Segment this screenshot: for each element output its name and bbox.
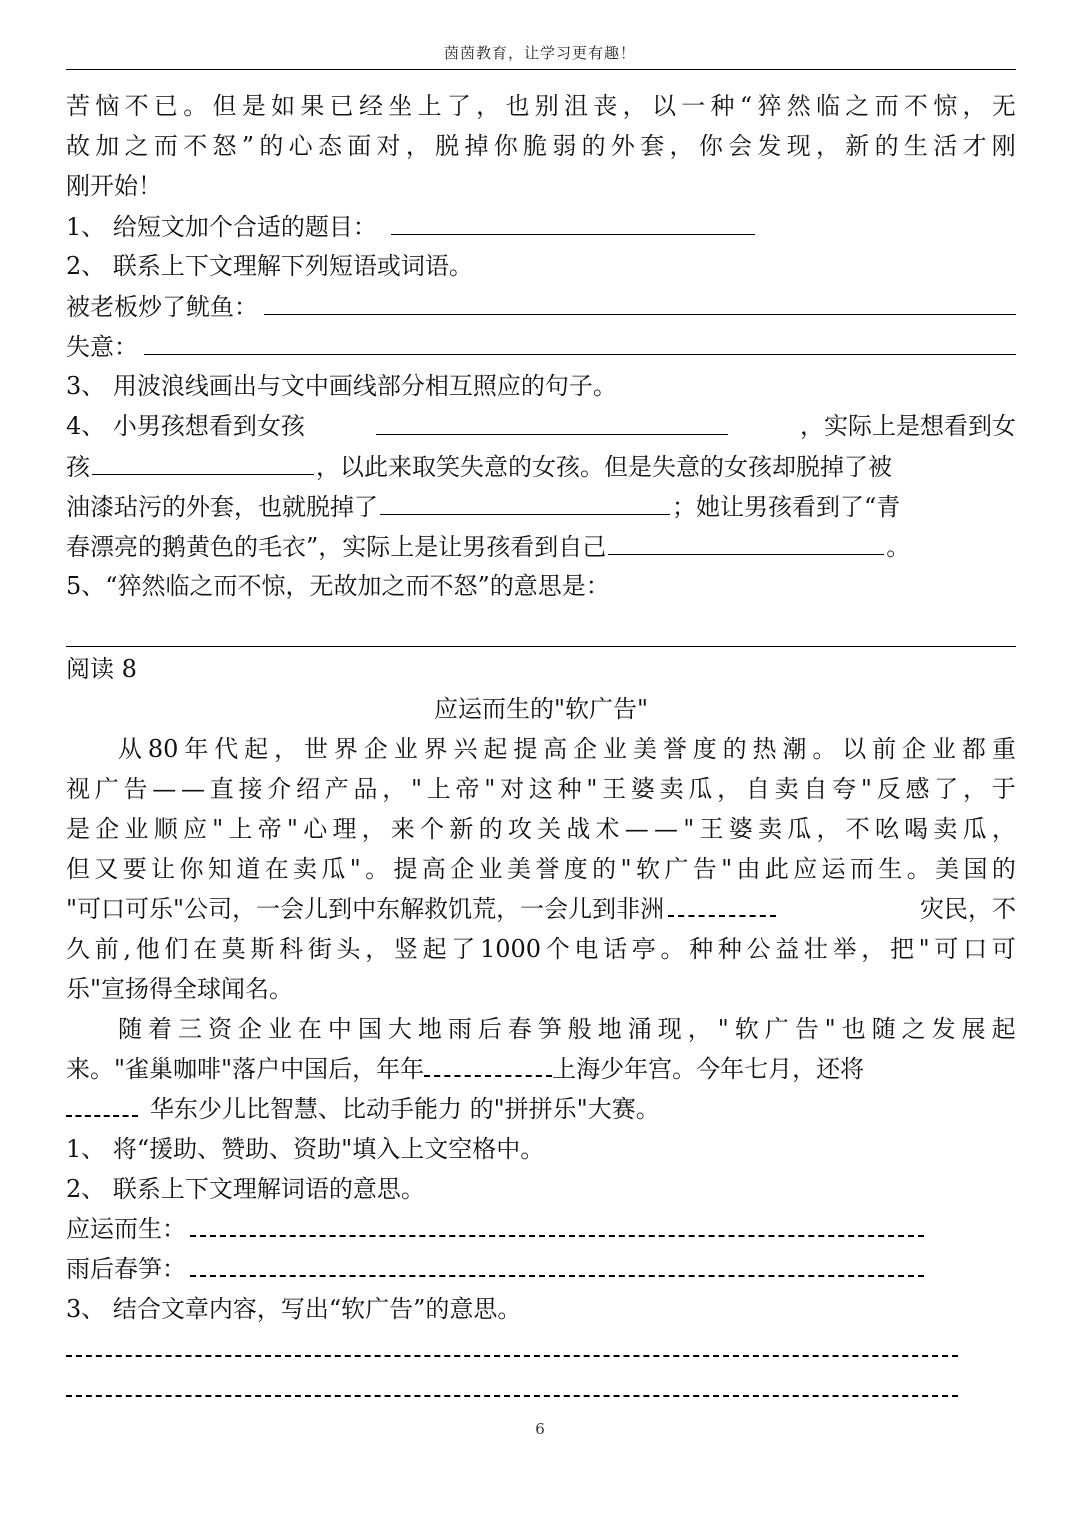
- answer-dash-line[interactable]: [66, 1329, 958, 1357]
- article-line: 从 80 年 代 起 ， 世 界 企 业 界 兴 起 提 高 企 业 美 誉 度 的 热 潮 。 以 前 企 业 都 重: [118, 735, 1016, 763]
- question-2-item: [66, 1209, 1016, 1249]
- reading-label: 阅读 8: [66, 655, 137, 683]
- question-4-text: 春漂亮的鹅黄色的毛衣”，实际上是让男孩看到自己: [66, 533, 607, 561]
- question-4-text: ；她让男孩看到了“青: [672, 493, 901, 521]
- question-2: 2、 联系上下文理解下列短语或词语。: [66, 252, 473, 280]
- article-line: [66, 889, 1016, 929]
- article-text: "可口可乐"公司，一会儿到中东解救饥荒，一会儿到非洲: [66, 895, 665, 923]
- question-2-term: 失意：: [66, 333, 138, 361]
- term-answer-blank[interactable]: [144, 326, 1016, 355]
- question-5-answer-area[interactable]: [66, 606, 1016, 646]
- passage-line: 刚开始！: [66, 172, 162, 200]
- question-4-text: 孩: [66, 453, 90, 481]
- question-5-answer-line: [66, 646, 1016, 647]
- article-text: 上海少年宫。今年七月，还将: [552, 1055, 865, 1083]
- q4-answer-blank[interactable]: [608, 526, 884, 555]
- question-2-term: 被老板炒了鱿鱼：: [66, 293, 258, 321]
- fill-in-blank-3[interactable]: [66, 1089, 138, 1117]
- header-divider: [66, 69, 1016, 70]
- article-line: 是 企 业 顺 应 " 上 帝 " 心 理 ， 来 个 新 的 攻 关 战 术 — — " 王 婆 卖 瓜 ， 不 吆 喝 卖 瓜 ，: [66, 815, 1016, 843]
- answer-line[interactable]: [66, 1329, 1016, 1369]
- page-header: 茵茵教育，让学习更有趣！: [443, 44, 636, 62]
- question-4-line: [66, 446, 1016, 486]
- q4-answer-blank[interactable]: [380, 486, 670, 515]
- question-5: 5、“猝然临之而不惊，无故加之而不怒”的意思是：: [66, 572, 610, 600]
- fill-in-blank-1[interactable]: [668, 889, 776, 917]
- q4-answer-blank[interactable]: [92, 446, 314, 475]
- term-answer-blank[interactable]: [190, 1209, 924, 1237]
- question-2-term: 应运而生：: [66, 1215, 186, 1243]
- question-4-line: [66, 526, 1016, 566]
- article-text: 灾民，不: [920, 895, 1016, 923]
- question-2-item: [66, 1249, 1016, 1289]
- question-1: 1、 将“援助、赞助、资助"填入上文空格中。: [66, 1135, 545, 1163]
- term-answer-blank[interactable]: [190, 1249, 924, 1277]
- passage-line: 故 加 之 而 不 怒 ” 的 心 态 面 对 ， 脱 掉 你 脆 弱 的 外 套 ， 你 会 发 现 ， 新 的 生 活 才 刚: [66, 132, 1016, 160]
- article-line: 视 广 告 — — 直 接 介 绍 产 品 ， " 上 帝 " 对 这 种 " 王 婆 卖 瓜 ， 自 卖 自 夸 " 反 感 了 ， 于: [66, 775, 1016, 803]
- page-number: 6: [535, 1420, 545, 1438]
- article-text: 来。"雀巢咖啡"落户中国后，年年: [66, 1055, 425, 1083]
- question-3: 3、 结合文章内容，写出“软广告”的意思。: [66, 1295, 522, 1323]
- article-text: 华东少儿比智慧、比动手能力 的"拼拼乐"大赛。: [150, 1095, 660, 1123]
- question-4-text: ，实际上是想看到女: [800, 412, 1016, 440]
- question-2-term: 雨后春笋：: [66, 1255, 186, 1283]
- title-answer-blank[interactable]: [391, 206, 755, 235]
- article-line: 乐"宣扬得全球闻名。: [66, 975, 294, 1003]
- fill-in-blank-2[interactable]: [424, 1049, 552, 1077]
- q4-answer-blank[interactable]: [376, 406, 728, 435]
- question-2: 2、 联系上下文理解词语的意思。: [66, 1175, 425, 1203]
- question-1: [66, 206, 1016, 246]
- article-line: 久 前 , 他 们 在 莫 斯 科 街 头 ， 竖 起 了 1000 个 电 话 亭 。 种 种 公 益 壮 举 ， 把 " 可 口 可: [66, 935, 1016, 963]
- article-title: 应运而生的"软广告": [433, 695, 649, 723]
- question-4-text: ，以此来取笑失意的女孩。但是失意的女孩却脱掉了被: [316, 453, 892, 481]
- answer-dash-line[interactable]: [66, 1369, 958, 1397]
- question-2-item: [66, 286, 1016, 326]
- article-line: [66, 1049, 1016, 1089]
- answer-line[interactable]: [66, 1369, 1016, 1409]
- article-line: 但 又 要 让 你 知 道 在 卖 瓜 " 。 提 高 企 业 美 誉 度 的 " 软 广 告 " 由 此 应 运 而 生 。 美 国 的: [66, 855, 1016, 883]
- question-4-line: [66, 406, 1016, 446]
- question-2-item: [66, 326, 1016, 366]
- page-content: [66, 86, 1016, 1409]
- passage-line: 苦 恼 不 已 。 但 是 如 果 已 经 坐 上 了 ， 也 别 沮 丧 ， 以 一 种 “ 猝 然 临 之 而 不 惊 ， 无: [66, 92, 1016, 120]
- question-1-text: 1、 给短文加个合适的题目：: [66, 213, 377, 241]
- question-4-line: [66, 486, 1016, 526]
- article-line: [66, 1089, 1016, 1129]
- question-4-text: 4、 小男孩想看到女孩: [66, 412, 305, 440]
- article-line: 随 着 三 资 企 业 在 中 国 大 地 雨 后 春 笋 般 地 涌 现 ， " 软 广 告 " 也 随 之 发 展 起: [118, 1015, 1016, 1043]
- question-3: 3、 用波浪线画出与文中画线部分相互照应的句子。: [66, 372, 617, 400]
- question-4-text: 。: [886, 533, 911, 561]
- term-answer-blank[interactable]: [264, 286, 1016, 315]
- question-4-text: 油漆玷污的外套，也就脱掉了: [66, 493, 378, 521]
